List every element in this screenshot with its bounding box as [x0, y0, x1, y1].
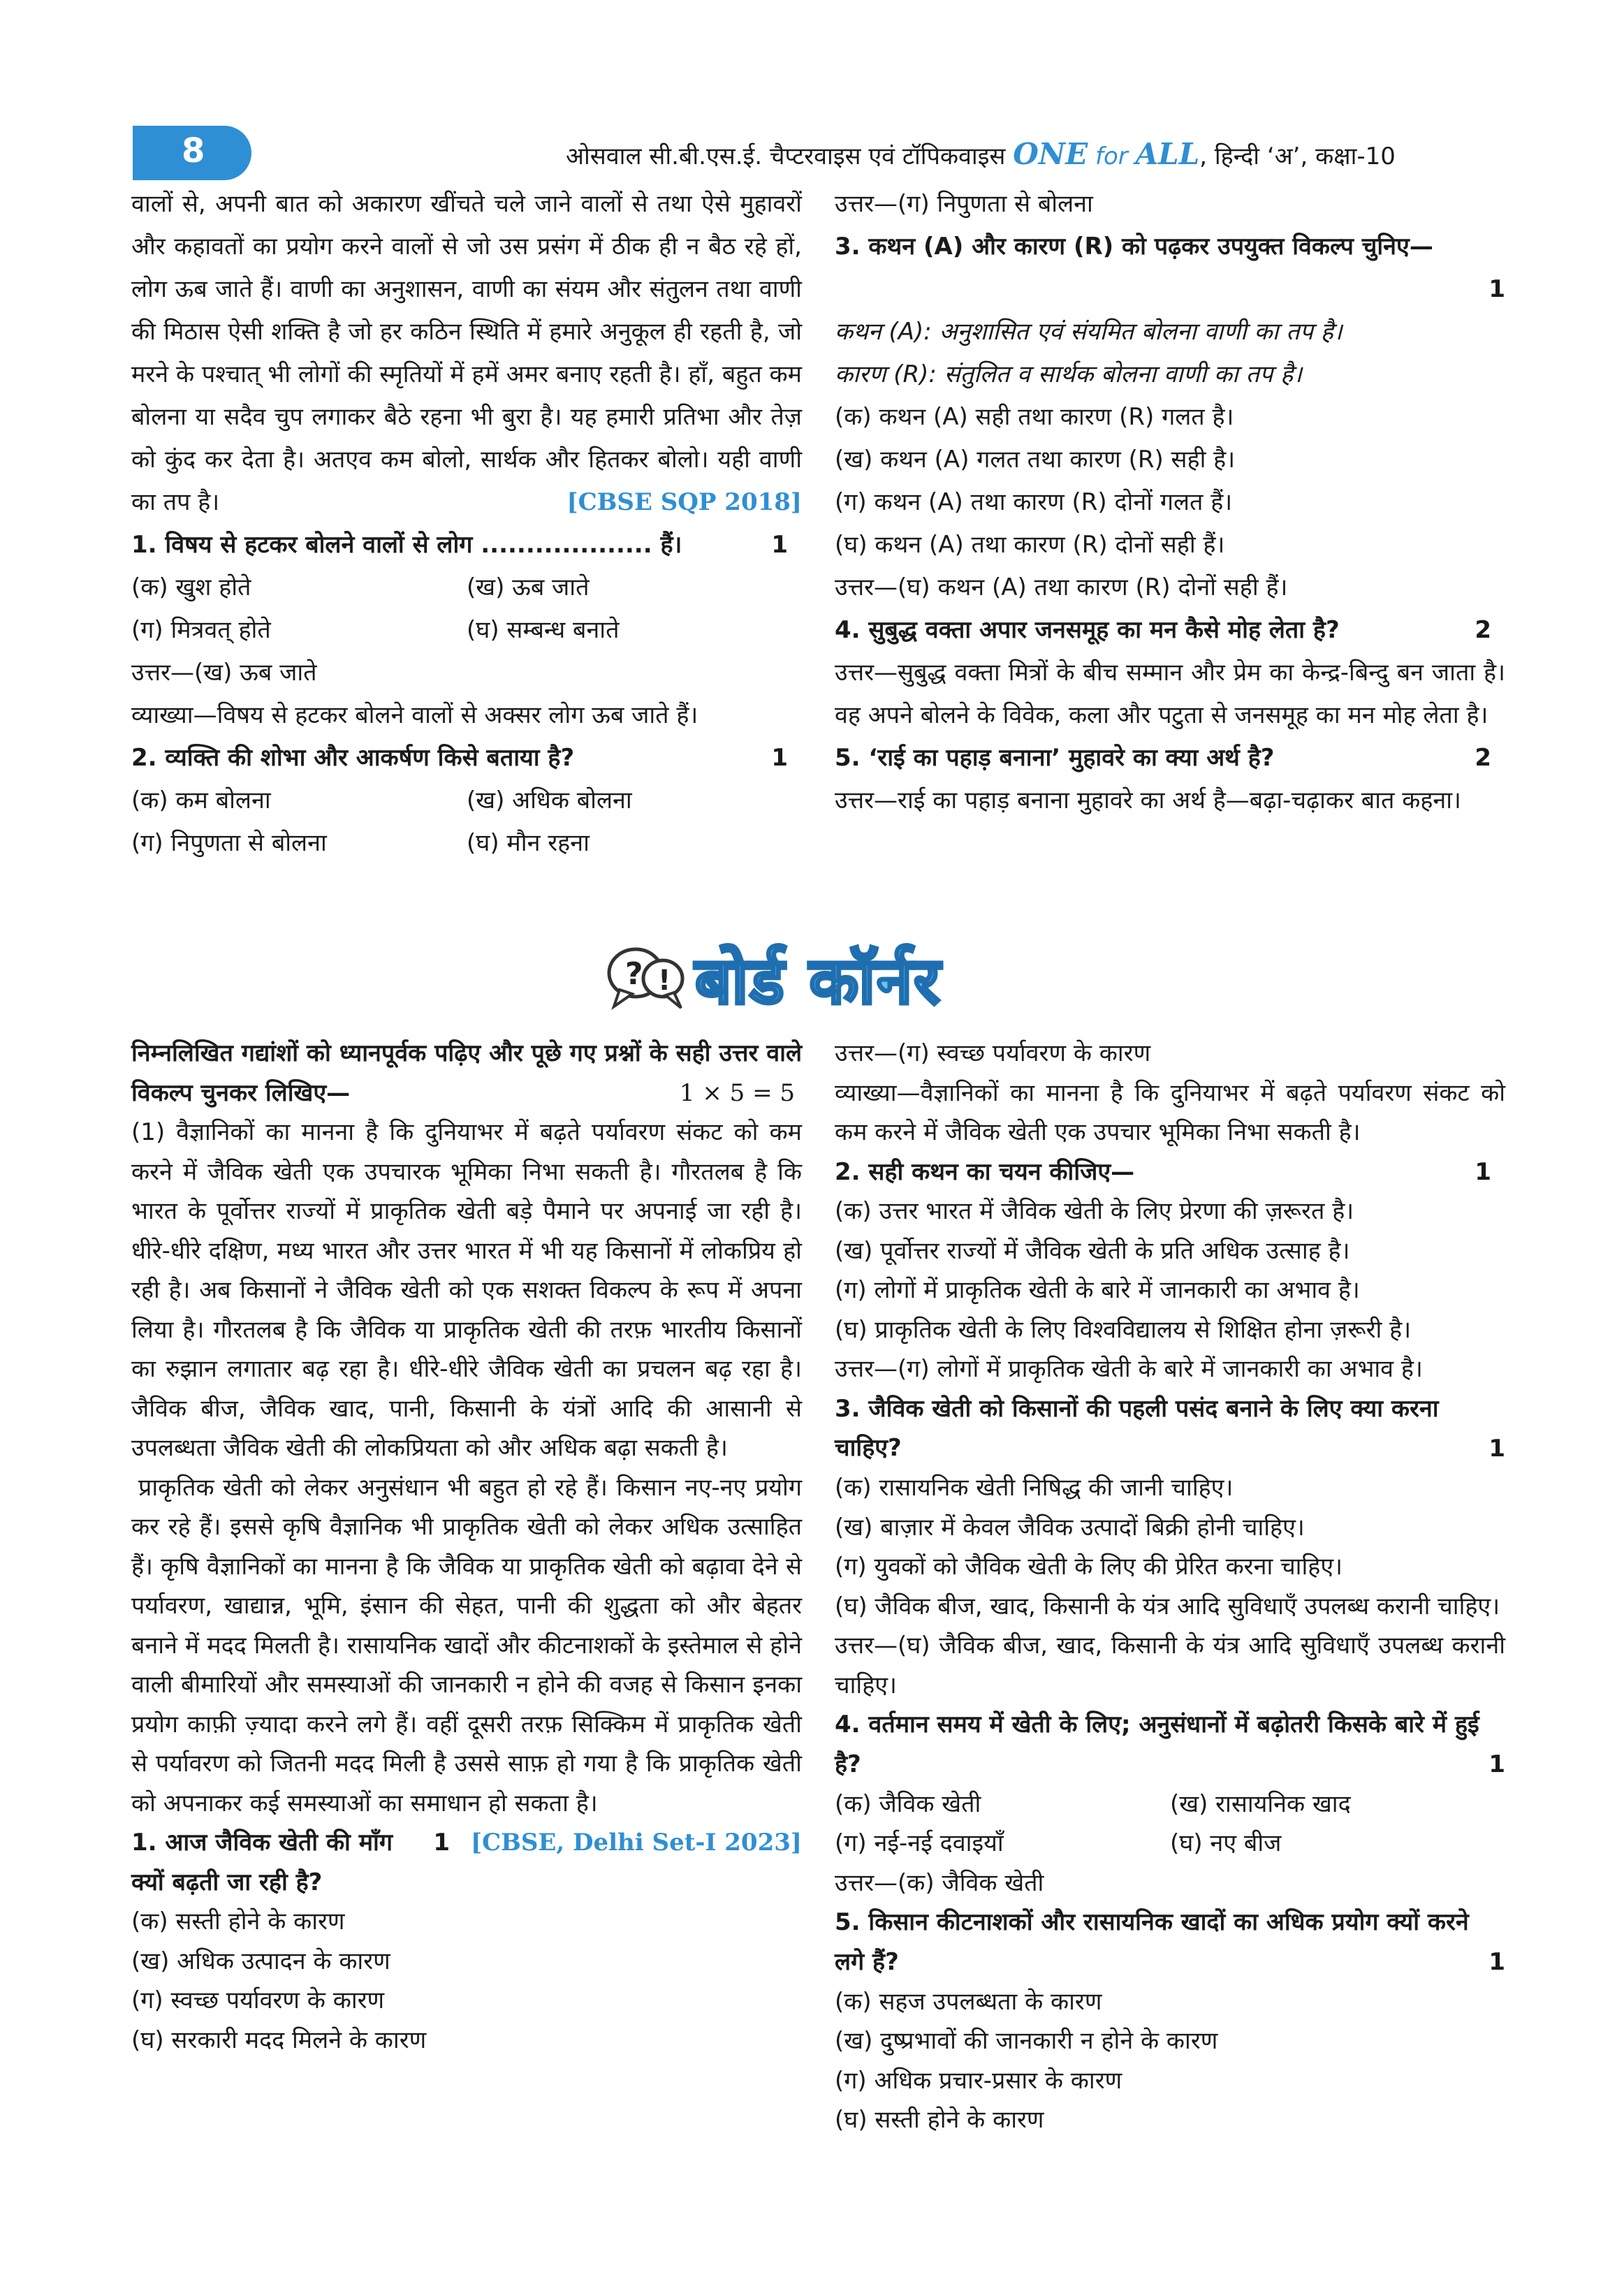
br-question-5: 5. किसान कीटनाशकों और रासायनिक खादों का अधिक प्रयोग क्यों करने लगे हैं?: [835, 1908, 1469, 1976]
q1-explanation: व्याख्या—विषय से हटकर बोलने वालों से अक्सर लोग ऊब जाते हैं।: [131, 701, 698, 729]
br-q3-option-d: (घ) जैविक बीज, खाद, किसानी के यंत्र आदि सुविधाएँ उपलब्ध करानी चाहिए।: [835, 1592, 1500, 1620]
svg-text:!: !: [658, 965, 671, 997]
q4-answer: उत्तर—सुबुद्ध वक्ता मित्रों के बीच सम्मान और प्रेम का केन्द्र-बिन्दु बन जाता है। वह अपने बोलने के विवेक, कला और पटुता से जनसमूह का मन मोह लेता है।: [835, 659, 1505, 729]
q3-option-b: (ख) कथन (A) गलत तथा कारण (R) सही है।: [835, 446, 1236, 474]
q5-answer: उत्तर—राई का पहाड़ बनाना मुहावरे का अर्थ है—बढ़ा-चढ़ाकर बात कहना।: [835, 786, 1461, 814]
header-brand-all: ALL: [1135, 137, 1200, 171]
bottom-left-column: [131, 1034, 802, 2060]
br-q5-option-c: (ग) अधिक प्रचार-प्रसार के कारण: [835, 2066, 1122, 2095]
header-brand-one: ONE: [1013, 137, 1088, 171]
br-q3-option-a: (क) रासायनिक खेती निषिद्ध की जानी चाहिए।: [835, 1474, 1234, 1502]
br-question-4: 4. वर्तमान समय में खेती के लिए; अनुसंधानों में बढ़ोतरी किसके बारे में हुई है?: [835, 1711, 1479, 1778]
q1-options-2: (ग) मित्रवत् होते (घ) सम्बन्ध बनाते: [131, 616, 620, 644]
br-q3-option-b: (ख) बाज़ार में केवल जैविक उत्पादों बिक्री होनी चाहिए।: [835, 1513, 1305, 1542]
question-5: 5. ‘राई का पहाड़ बनाना’ मुहावरे का क्या अर्थ है? 2: [835, 744, 1491, 772]
instruction: निम्नलिखित गद्यांशों को ध्यानपूर्वक पढ़िए और पूछे गए प्रश्नों के सही उत्तर वाले विकल्प चुनकर लिखिए— 1 × 5 = 5: [131, 1034, 802, 1113]
br-q2-option-d: (घ) प्राकृतिक खेती के लिए विश्वविद्यालय से शिक्षित होना ज़रूरी है।: [835, 1315, 1412, 1344]
page-number: 8: [182, 131, 205, 170]
br-q2-option-c: (ग) लोगों में प्राकृतिक खेती के बारे में जानकारी का अभाव है।: [835, 1276, 1360, 1304]
br-q4-marks: 1: [1488, 1750, 1505, 1778]
q3-option-d: (घ) कथन (A) तथा कारण (R) दोनों सही हैं।: [835, 531, 1225, 559]
br-question-3: 3. जैविक खेती को किसानों की पहली पसंद बनाने के लिए क्या करना चाहिए?: [835, 1394, 1439, 1462]
br-q3-option-c: (ग) युवकों को जैविक खेती के लिए की प्रेरित करना चाहिए।: [835, 1553, 1343, 1581]
q3-option-a: (क) कथन (A) सही तथा कारण (R) गलत है।: [835, 403, 1234, 431]
bl-question-1: 1. आज जैविक खेती की माँग क्यों बढ़ती जा रही है? 1: [131, 1829, 450, 1896]
q2-options-2: (ग) निपुणता से बोलना (घ) मौन रहना: [131, 829, 590, 857]
q3-answer: उत्तर—(घ) कथन (A) तथा कारण (R) दोनों सही हैं।: [835, 573, 1288, 601]
question-1: 1. विषय से हटकर बोलने वालों से लोग ................... हैं। 1: [131, 531, 788, 559]
bl-q1-option-d: (घ) सरकारी मदद मिलने के कारण: [131, 2026, 427, 2054]
source-ref-2023: [CBSE, Delhi Set-I 2023]: [471, 1829, 802, 1857]
bl-q1-option-c: (ग) स्वच्छ पर्यावरण के कारण: [131, 1986, 385, 2014]
br-q5-marks: 1: [1488, 1948, 1505, 1976]
br-q2-option-a: (क) उत्तर भारत में जैविक खेती के लिए प्रेरणा की ज़रूरत है।: [835, 1197, 1354, 1225]
source-ref: [CBSE SQP 2018]: [566, 488, 802, 516]
br-q3-marks: 1: [1488, 1434, 1505, 1463]
question-3: 3. कथन (A) और कारण (R) को पढ़कर उपयुक्त विकल्प चुनिए—: [835, 233, 1433, 261]
q2-answer: उत्तर—(ग) निपुणता से बोलना: [835, 190, 1093, 218]
q1-options: (क) खुश होते (ख) ऊब जाते: [131, 573, 590, 601]
br-q5-option-b: (ख) दुष्प्रभावों की जानकारी न होने के कारण: [835, 2027, 1218, 2055]
q1-answer: उत्तर—(ख) ऊब जाते: [131, 659, 317, 687]
br-q3-answer: उत्तर—(घ) जैविक बीज, खाद, किसानी के यंत्र आदि सुविधाएँ उपलब्ध करानी चाहिए।: [835, 1632, 1505, 1699]
br-question-2: 2. सही कथन का चयन कीजिए— 1: [835, 1157, 1491, 1186]
question-4: 4. सुबुद्ध वक्ता अपार जनसमूह का मन कैसे मोह लेता है? 2: [835, 616, 1491, 644]
q3-marks: 1: [1488, 275, 1505, 303]
br-q1-explanation: व्याख्या—वैज्ञानिकों का मानना है कि दुनियाभर में बढ़ते पर्यावरण संकट को कम करने में जैविक खेती एक उपचार भूमिका निभा सकती है।: [835, 1078, 1505, 1146]
br-q5-option-d: (घ) सस्ती होने के कारण: [835, 2106, 1044, 2134]
br-q2-answer: उत्तर—(ग) लोगों में प्राकृतिक खेती के बारे में जानकारी का अभाव है।: [835, 1355, 1423, 1383]
instruction-marks: 1 × 5 = 5: [679, 1078, 795, 1107]
header-series: ओसवाल सी.बी.एस.ई. चैप्टरवाइस एवं टॉपिकवाइस: [566, 142, 1014, 170]
page-number-badge: [133, 126, 251, 180]
q2-options: (क) कम बोलना (ख) अधिक बोलना: [131, 786, 632, 814]
q3-option-c: (ग) कथन (A) तथा कारण (R) दोनों गलत हैं।: [835, 488, 1233, 516]
bottom-right-column: [835, 1034, 1505, 2140]
br-q4-options-2: (ग) नई-नई दवाइयाँ (घ) नए बीज: [835, 1829, 1282, 1857]
passage-1: (1) वैज्ञानिकों का मानना है कि दुनियाभर में बढ़ते पर्यावरण संकट को कम करने में जैविक खेती एक उपचारक भूमिका निभा सकती है। गौरतलब है कि भारत के पूर्वोत्तर राज्यों में प्राकृतिक खेती बड़े पैमाने पर अपनाई जा रही है। धीरे-धीरे दक्षिण, मध्य भारत और उत्तर भारत में भी यह किसानों में लोकप्रिय हो रही है। अब किसानों ने जैविक खेती को एक सशक्त विकल्प के रूप में अपना लिया है। गौरतलब है कि जैविक या प्राकृतिक खेती की तरफ़ भारतीय किसानों का रुझान लगातार बढ़ रहा है। धीरे-धीरे जैविक खेती का प्रचलन बढ़ रहा है। जैविक बीज, जैविक खाद, पानी, किसानी के यंत्रों आदि की आसानी से उपलब्धता जैविक खेती की लोकप्रियता को और अधिक बढ़ा सकती है।: [131, 1118, 802, 1462]
top-right-column: [835, 183, 1505, 822]
passage-2: प्राकृतिक खेती को लेकर अनुसंधान भी बहुत हो रहे हैं। किसान नए-नए प्रयोग कर रहे हैं। इससे कृषि वैज्ञानिक भी प्राकृतिक खेती को लेकर अधिक उत्साहित हैं। कृषि वैज्ञानिकों का मानना है कि जैविक या प्राकृतिक खेती को बढ़ावा देने से पर्यावरण, खाद्यान्न, भूमि, इंसान की सेहत, पानी की शुद्धता को और बेहतर बनाने में मदद मिलती है। रासायनिक खादों और कीटनाशकों के इस्तेमाल से होने वाली बीमारियों और समस्याओं की जानकारी न होने की वजह से किसान इनका प्रयोग काफ़ी ज़्यादा करने लगे हैं। वहीं दूसरी तरफ़ सिक्किम में प्राकृतिक खेती से पर्यावरण को जितनी मदद मिली है उससे साफ़ हो गया है कि प्राकृतिक खेती को अपनाकर कई समस्याओं का समाधान हो सकता है। [CBSE, Delhi Set-I 2023]: [131, 1468, 802, 1824]
header-subject: , हिन्दी ‘अ’, कक्षा-10: [1199, 142, 1396, 170]
question-2: 2. व्यक्ति की शोभा और आकर्षण किसे बताया है? 1: [131, 744, 788, 772]
br-q1-answer: उत्तर—(ग) स्वच्छ पर्यावरण के कारण: [835, 1039, 1151, 1067]
br-q4-options: (क) जैविक खेती (ख) रासायनिक खाद: [835, 1789, 1351, 1818]
svg-text:?: ?: [625, 956, 643, 992]
board-corner-banner: [604, 932, 942, 1023]
br-q5-option-a: (क) सहज उपलब्धता के कारण: [835, 1987, 1102, 2016]
passage-continuation: वालों से, अपनी बात को अकारण खींचते चले जाने वालों से तथा ऐसे मुहावरों और कहावतों का प्रयोग करने वालों से जो उस प्रसंग में ठीक ही न बैठ रहे हों, लोग ऊब जाते हैं। वाणी का अनुशासन, वाणी का संयम और संतुलन तथा वाणी की मिठास ऐसी शक्ति है जो हर कठिन स्थिति में हमारे अनुकूल ही रहती है, जो मरने के पश्चात् भी लोगों की स्मृतियों में हमें अमर बनाए रहती है। हाँ, बहुत कम बोलना या सदैव चुप लगाकर बैठे रहना भी बुरा है। यह हमारी प्रतिभा और तेज़ को कुंद कर देता है। अतएव कम बोलो, सार्थक और हितकर बोलो। यही वाणी का तप है। [CBSE SQP 2018]: [131, 183, 802, 524]
assertion: कथन (A): अनुशासित एवं संयमित बोलना वाणी का तप है।: [835, 318, 1343, 346]
br-q2-option-b: (ख) पूर्वोत्तर राज्यों में जैविक खेती के प्रति अधिक उत्साह है।: [835, 1236, 1350, 1265]
question-bubble-icon: [604, 939, 688, 1016]
bl-q1-option-a: (क) सस्ती होने के कारण: [131, 1908, 345, 1935]
bl-q1-option-b: (ख) अधिक उत्पादन के कारण: [131, 1947, 390, 1975]
reason: कारण (R): संतुलित व सार्थक बोलना वाणी का तप है।: [835, 360, 1303, 388]
board-corner-title: बोर्ड कॉर्नर: [695, 943, 942, 1018]
header-brand-for: for: [1088, 142, 1136, 170]
top-left-column: [131, 183, 802, 865]
running-header: [566, 137, 1396, 171]
br-q4-answer: उत्तर—(क) जैविक खेती: [835, 1868, 1044, 1897]
